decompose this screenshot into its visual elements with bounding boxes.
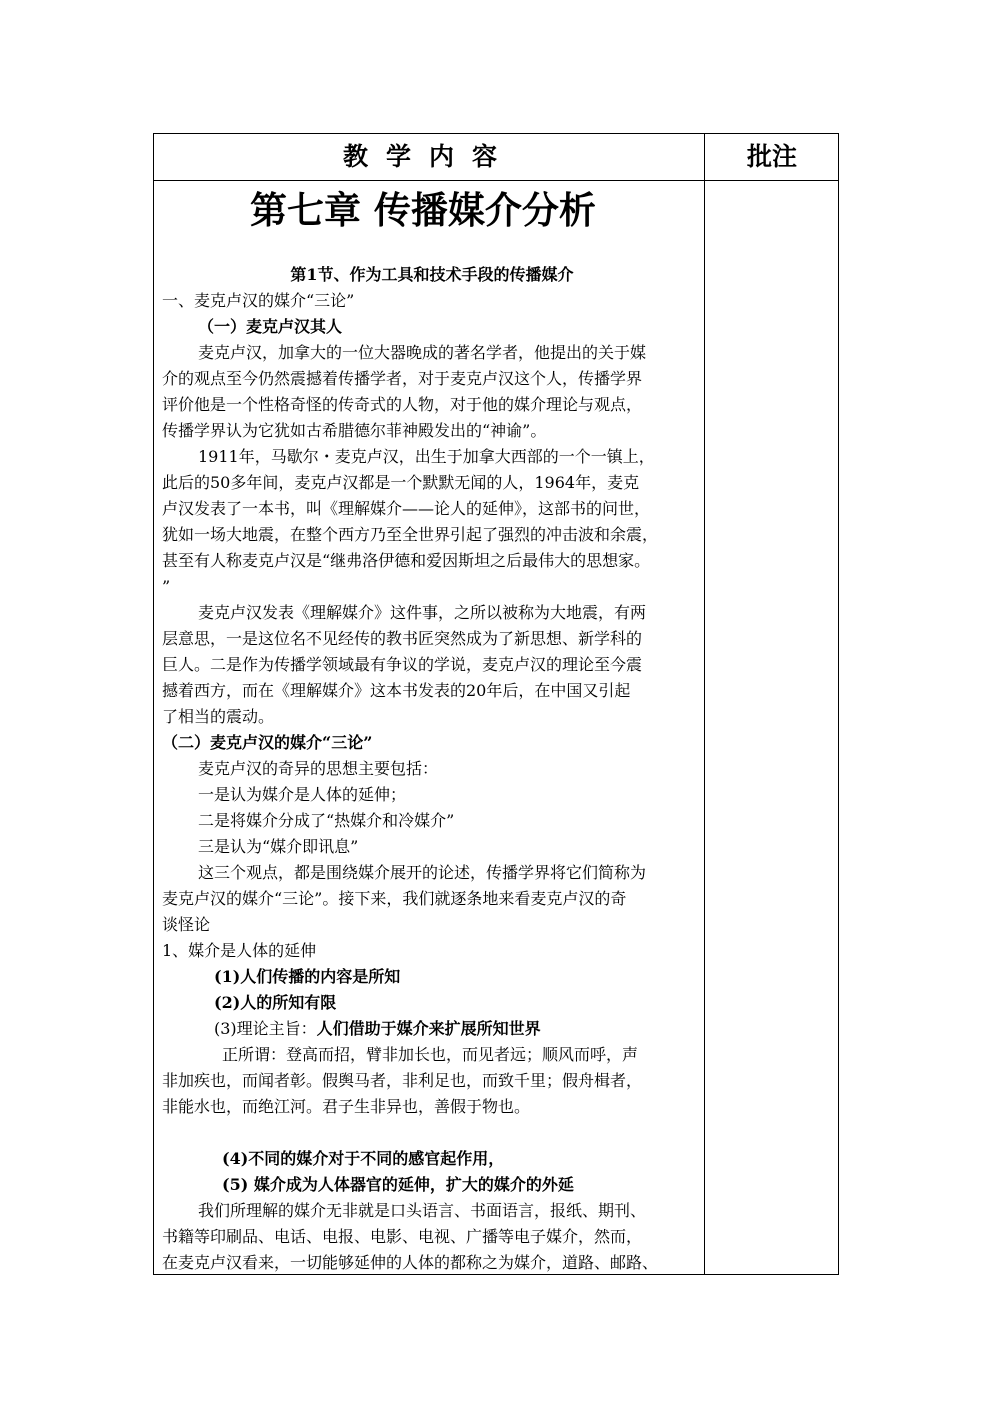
point-line: (4)不同的媒介对于不同的感官起作用， — [222, 1149, 505, 1168]
quote-line: 非能水也，而绝江河。君子生非异也，善假于物也。 — [162, 1097, 531, 1116]
paragraph-line: 了相当的震动。 — [162, 707, 275, 726]
paragraph-line: 介的观点至今仍然震撼着传播学者，对于麦克卢汉这个人，传播学界 — [162, 369, 643, 388]
paragraph-line: 在麦克卢汉看来，一切能够延伸的人体的都称之为媒介，道路、邮路、 — [162, 1253, 659, 1272]
header-annotation: 批注 — [746, 142, 797, 171]
paragraph-line: 1911年，马歇尔・麦克卢汉，出生于加拿大西部的一个一镇上， — [198, 447, 655, 466]
teaching-content-cell — [162, 180, 702, 1276]
paragraph-line: 卢汉发表了一本书，叫《理解媒介——论人的延伸》，这部书的问世， — [162, 499, 651, 518]
paragraph-line: 巨人。二是作为传播学领域最有争议的学说，麦克卢汉的理论至今震 — [162, 655, 643, 674]
paragraph-line: 麦克卢汉的媒介“三论”。接下来，我们就逐条地来看麦克卢汉的奇 — [162, 889, 627, 908]
paragraph-line: 谈怪论 — [162, 915, 211, 934]
paragraph-line: 传播学界认为它犹如古希腊德尔菲神殿发出的“神谕”。 — [162, 421, 547, 440]
paragraph-line: 犹如一场大地震，在整个西方乃至全世界引起了强烈的冲击波和余震， — [162, 525, 659, 544]
point-line — [162, 1016, 702, 1042]
point-emphasis: 人们借助于媒介来扩展所知世界 — [316, 1019, 541, 1038]
subheading-line: （一）麦克卢汉其人 — [198, 317, 343, 336]
quote-line: 非加疾也，而闻者彰。假舆马者，非利足也，而致千里；假舟楫者， — [162, 1071, 643, 1090]
point-line: (1)人们传播的内容是所知 — [214, 967, 401, 986]
quote-line: 正所谓：登高而招，臂非加长也，而见者远；顺风而呼，声 — [222, 1045, 639, 1064]
paragraph-line: 此后的50多年间，麦克卢汉都是一个默默无闻的人，1964年，麦克 — [162, 473, 640, 492]
lesson-table — [153, 133, 839, 1275]
paragraph-line: 麦克卢汉发表《理解媒介》这件事，之所以被称为大地震，有两 — [198, 603, 647, 622]
list-line: 一是认为媒介是人体的延伸； — [198, 785, 407, 804]
paragraph-line: 层意思，一是这位名不见经传的教书匠突然成为了新思想、新学科的 — [162, 629, 643, 648]
paragraph-line: 麦克卢汉的奇异的思想主要包括： — [198, 759, 439, 778]
paragraph-line: 我们所理解的媒介无非就是口头语言、书面语言，报纸、期刊、 — [198, 1201, 647, 1220]
header-teaching-content: 教学内容 — [342, 142, 515, 171]
annotation-cell — [706, 182, 838, 1274]
paragraph-line: 这三个观点，都是围绕媒介展开的论述，传播学界将它们简称为 — [198, 863, 647, 882]
chapter-title: 第七章 传播媒介分析 — [250, 188, 596, 232]
paragraph-line: 撼着西方，而在《理解媒介》这本书发表的20年后，在中国又引起 — [162, 681, 631, 700]
point-line: (5) 媒介成为人体器官的延伸，扩大的媒介的外延 — [222, 1175, 574, 1194]
heading-line: 一、麦克卢汉的媒介“三论” — [162, 291, 355, 310]
heading-line: 1、媒介是人体的延伸 — [162, 941, 317, 960]
list-line: 三是认为“媒介即讯息” — [198, 837, 359, 856]
column-divider — [704, 134, 705, 1274]
paragraph-line: 评价他是一个性格奇怪的传奇式的人物，对于他的媒介理论与观点， — [162, 395, 643, 414]
paragraph-line: 甚至有人称麦克卢汉是“继弗洛伊德和爱因斯坦之后最伟大的思想家。 — [162, 551, 651, 570]
subheading-line: （二）麦克卢汉的媒介“三论” — [162, 733, 373, 752]
point-label: (3)理论主旨： — [214, 1019, 317, 1038]
list-line: 二是将媒介分成了“热媒介和冷媒介” — [198, 811, 455, 830]
section-title: 第1节、作为工具和技术手段的传播媒介 — [290, 265, 574, 284]
point-line: (2)人的所知有限 — [214, 993, 337, 1012]
paragraph-line: 麦克卢汉，加拿大的一位大器晚成的著名学者，他提出的关于媒 — [198, 343, 647, 362]
paragraph-line: 书籍等印刷品、电话、电报、电影、电视、广播等电子媒介，然而， — [162, 1227, 643, 1246]
paragraph-line: ” — [162, 577, 171, 596]
